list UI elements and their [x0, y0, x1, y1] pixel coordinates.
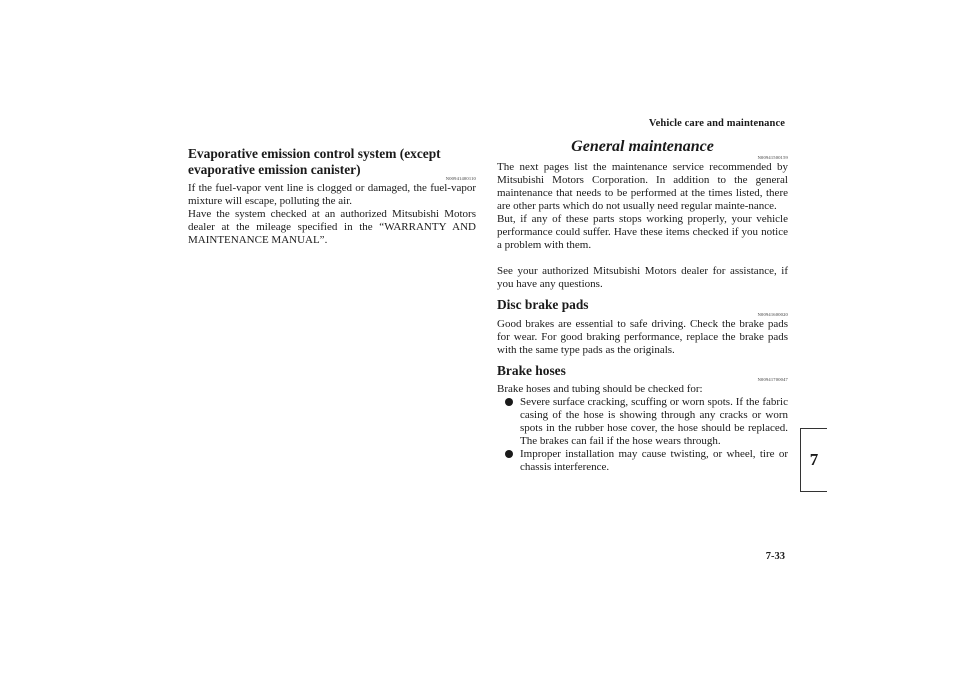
page-header-title: Vehicle care and maintenance [648, 118, 785, 129]
general-maintenance-code: N00941500159 [757, 155, 788, 160]
general-paragraph-2: But, if any of these parts stops working properly, your vehicle performance could suffer. Have these items checked if you notice a problem with them. [497, 213, 788, 251]
brake-hoses-list [497, 396, 788, 474]
general-paragraph-1: The next pages list the maintenance service recommended by Mitsubishi Motors Corporation. In addition to the general maintenance that needs to be performed at the times listed, there are other parts which do not usually need regular mainte-nance. [497, 161, 788, 212]
disc-brake-pads-heading: Disc brake pads [497, 297, 589, 312]
evap-paragraph-2: Have the system checked at an authorized Mitsubishi Motors dealer at the mileage specified in the “WARRANTY AND MAINTENANCE MANUAL”. [188, 208, 476, 246]
list-item-text: Improper installation may cause twisting, or wheel, tire or chassis interference. [520, 448, 788, 473]
right-column [497, 138, 788, 474]
evap-emission-code: N00941400110 [445, 176, 476, 181]
paragraph-gap [497, 252, 788, 265]
disc-brake-pads-code: N00941600020 [757, 311, 788, 317]
list-item [505, 448, 788, 474]
list-item-text: Severe surface cracking, scuffing or worn spots. If the fabric casing of the hose is showing through any cracks or worn spots in the rubber hose cover, the hose should be replaced. The brakes can fail if the hose wears through. [520, 396, 788, 447]
evap-paragraph-1: If the fuel-vapor vent line is clogged or damaged, the fuel-vapor mixture will escape, polluting the air. [188, 182, 476, 207]
page-number: 7-33 [765, 551, 785, 562]
general-paragraph-3: See your authorized Mitsubishi Motors dealer for assistance, if you have any questions. [497, 265, 788, 290]
bullet-icon [505, 450, 513, 458]
brake-hoses-code: N00941700047 [757, 377, 788, 382]
disc-brake-pads-paragraph: Good brakes are essential to safe driving. Check the brake pads for wear. For good braking performance, replace the brake pads with the same type pads as the originals. [497, 317, 788, 356]
list-item [505, 396, 788, 448]
chapter-tab: 7 [800, 428, 827, 492]
brake-hoses-heading: Brake hoses [497, 362, 566, 378]
left-column [188, 146, 476, 247]
bullet-icon [505, 398, 513, 406]
evap-emission-heading: Evaporative emission control system (except evaporative emission canister) [188, 146, 441, 177]
general-maintenance-heading: General maintenance [571, 138, 714, 155]
brake-hoses-intro: Brake hoses and tubing should be checked for: [497, 383, 703, 395]
